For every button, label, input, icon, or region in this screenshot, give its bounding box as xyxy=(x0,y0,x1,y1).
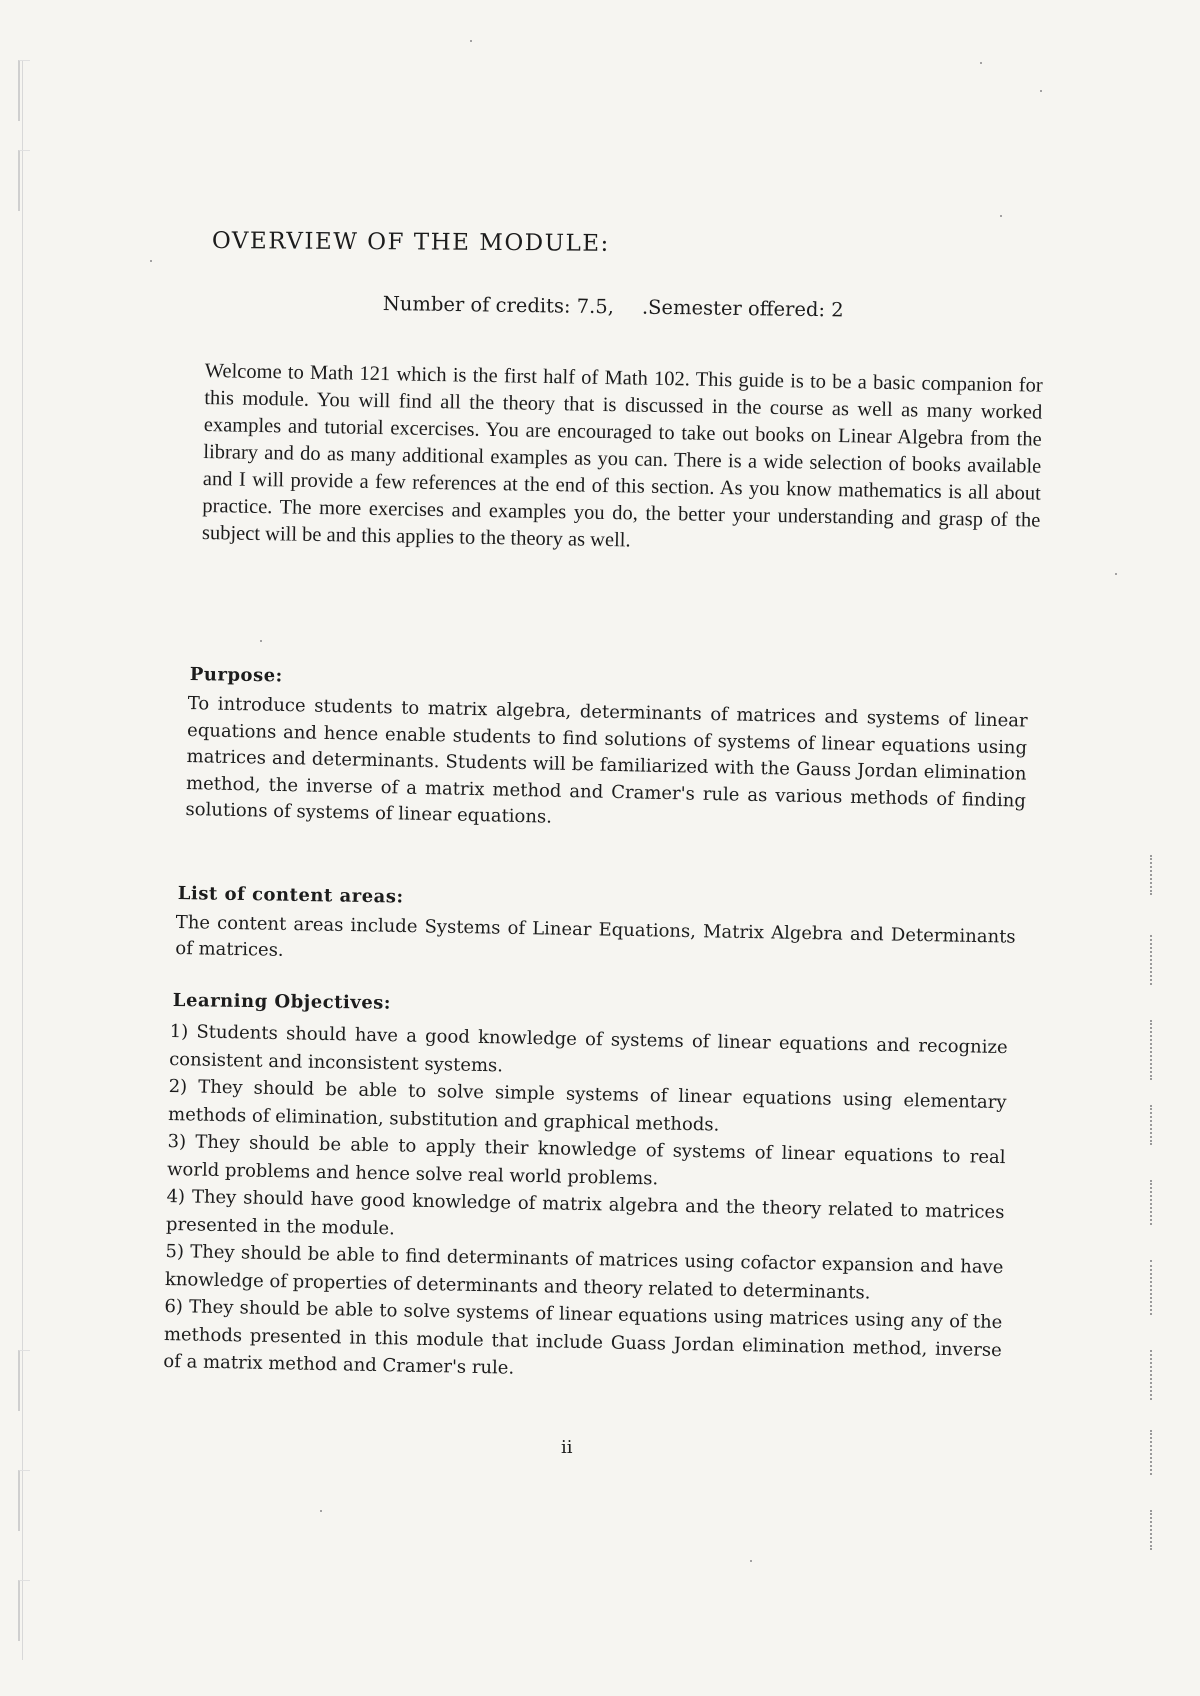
objective-item: 5) They should be able to find determinants of matrices using cofactor expansion and have knowledge of properties of determinants and theory related to determinants. xyxy=(164,1240,1004,1303)
scan-speck xyxy=(750,1560,752,1562)
scan-speck xyxy=(1000,215,1002,217)
objective-item: 1) Students should have a good knowledge of systems of linear equations and recognize consistent and inconsistent systems. xyxy=(169,1020,1008,1076)
objective-item: 3) They should be able to apply their knowledge of systems of linear equations to real world problems and hence solve real world problems. xyxy=(166,1130,1006,1189)
scan-right-mark xyxy=(1150,1430,1153,1475)
purpose-heading: Purpose: xyxy=(189,664,283,687)
content-areas-heading: List of content areas: xyxy=(177,883,404,908)
learning-objectives-heading: Learning Objectives: xyxy=(172,990,392,1014)
scan-edge-mark xyxy=(18,150,30,211)
page-number: ii xyxy=(561,1437,573,1458)
scan-right-mark xyxy=(1150,935,1153,985)
scan-speck xyxy=(1040,90,1042,92)
scan-right-mark xyxy=(1150,1105,1153,1145)
scan-right-mark xyxy=(1150,855,1153,895)
scan-edge-mark xyxy=(18,1470,30,1531)
scan-right-mark xyxy=(1150,1020,1153,1080)
page-title: OVERVIEW OF THE MODULE: xyxy=(211,228,610,257)
scan-right-mark xyxy=(1150,1510,1153,1550)
scan-right-mark xyxy=(1150,1350,1153,1400)
objective-item: 6) They should be able to solve systems of linear equations using matrices using any of the methods presented in this module that include Guass Jordan elimination method, inverse of a matrix method and Cramer's rule. xyxy=(163,1295,1003,1379)
scan-speck xyxy=(150,260,152,262)
scan-speck xyxy=(260,640,262,642)
learning-objectives-list xyxy=(163,1018,1008,1392)
objective-item: 4) They should have good knowledge of matrix algebra and the theory related to matrices presented in the module. xyxy=(165,1185,1005,1239)
scan-edge-line xyxy=(22,60,26,1660)
intro-paragraph: Welcome to Math 121 which is the first half of Math 102. This guide is to be a basic companion for this module. You will find all the theory that is discussed in the course as well as many worked examples and tutorial excercises. You are encouraged to take out books on Linear Algebra from the library and do as many additional examples as you can. There is a wide selection of books available and I will provide a few references at the end of this section. As you know mathematics is all about practice. The more exercises and examples you do, the better your understanding and grasp of the subject will be and this applies to the theory as well. xyxy=(201,359,1043,552)
scan-speck xyxy=(470,40,472,42)
scan-right-mark xyxy=(1150,1260,1153,1315)
scan-right-mark xyxy=(1150,1180,1153,1225)
purpose-paragraph: To introduce students to matrix algebra, determinants of matrices and systems of linear equations and hence enable students to find solutions of systems of linear equations using matrices and determinants. Students will be familiarized with the Gauss Jordan elimination method, the inverse of a matrix method and Cramer's rule as various methods of finding solutions of systems of linear equations. xyxy=(185,692,1028,828)
scan-speck xyxy=(320,1510,322,1512)
content-areas-paragraph: The content areas include Systems of Linear Equations, Matrix Algebra and Determinants of matrices. xyxy=(175,911,1016,961)
scan-edge-mark xyxy=(18,60,30,121)
credits-value: Number of credits: 7.5, xyxy=(382,292,615,319)
scan-edge-mark xyxy=(18,1350,30,1411)
credits-line xyxy=(383,292,844,321)
semester-value: .Semester offered: 2 xyxy=(641,295,844,322)
objective-item: 2) They should be able to solve simple systems of linear equations using elementary methods of elimination, substitution and graphical methods. xyxy=(167,1075,1007,1136)
scan-speck xyxy=(1115,573,1117,575)
scan-speck xyxy=(980,62,982,64)
scan-edge-mark xyxy=(18,1580,30,1641)
